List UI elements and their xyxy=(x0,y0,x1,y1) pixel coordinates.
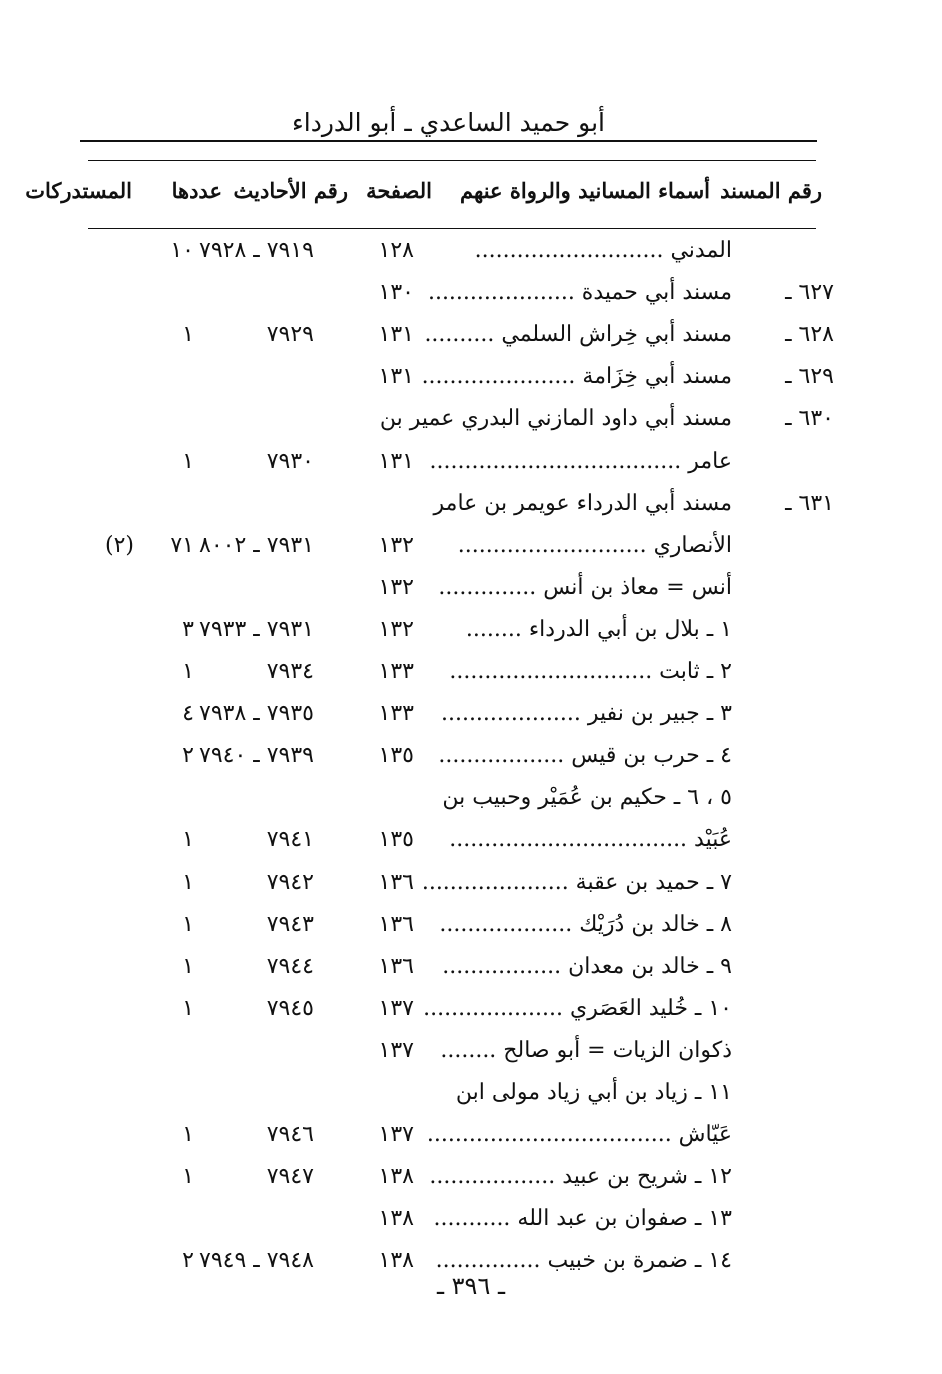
entry-name: ١ ـ بلال بن أبي الدرداء ........ xyxy=(465,617,732,642)
entry-count: ١ xyxy=(182,996,194,1021)
entry-name: ٩ ـ خالد بن معدان ................. xyxy=(442,954,732,979)
entry-hadith-range: ٧٩٣٠ xyxy=(266,449,314,474)
table-row xyxy=(0,659,942,699)
entry-name: مسند أبي خِزَامة ...................... xyxy=(421,364,732,389)
table-row xyxy=(0,785,942,825)
entry-name: ٥ ، ٦ ـ حكيم بن عُمَيْر وحبيب بن xyxy=(442,785,732,810)
entry-name: ٣ ـ جبير بن نفير .................... xyxy=(440,701,732,726)
entry-page: ١٣٨ xyxy=(378,1248,414,1273)
entry-page: ١٣٧ xyxy=(378,1038,414,1063)
entry-name: ٧ ـ حميد بن عقبة ..................... xyxy=(421,870,732,895)
column-header-num: رقم المسند xyxy=(720,178,822,203)
entry-name: أنس = معاذ بن أنس .............. xyxy=(438,575,732,600)
entry-count: ٤ xyxy=(182,701,194,726)
entry-hadith-range: ٧٩٤٨ ـ ٧٩٤٩ xyxy=(199,1248,314,1273)
entry-name: مسند أبي حميدة ..................... xyxy=(427,280,732,305)
entry-hadith-range: ٧٩٤٦ xyxy=(266,1122,314,1147)
entry-hadith-range: ٧٩٤٤ xyxy=(266,954,314,979)
entry-count: ١٠ xyxy=(170,238,194,263)
table-row xyxy=(0,364,942,404)
entry-count: ١ xyxy=(182,827,194,852)
entry-hadith-range: ٧٩٤٥ xyxy=(266,996,314,1021)
entry-name: المدني ........................... xyxy=(474,238,732,263)
entry-page: ١٣٢ xyxy=(378,533,414,558)
entry-page: ١٣٥ xyxy=(378,743,414,768)
entry-count: ١ xyxy=(182,870,194,895)
entry-mustadrakat: (٢) xyxy=(104,533,134,558)
table-row xyxy=(0,280,942,320)
entry-name: مسند أبي الدرداء عويمر بن عامر xyxy=(433,491,732,516)
entry-number: ٦٢٩ ـ xyxy=(785,364,834,389)
entry-page: ١٣٧ xyxy=(378,1122,414,1147)
entry-page: ١٣٣ xyxy=(378,659,414,684)
entry-page: ١٢٨ xyxy=(378,238,414,263)
table-row xyxy=(0,1164,942,1204)
entry-name: ١٣ ـ صفوان بن عبد الله ........... xyxy=(433,1206,732,1231)
entry-count: ١ xyxy=(182,659,194,684)
entry-hadith-range: ٧٩٤١ xyxy=(266,827,314,852)
entry-hadith-range: ٧٩٣٩ ـ ٧٩٤٠ xyxy=(199,743,314,768)
entry-count: ٣ xyxy=(182,617,194,642)
entry-hadith-range: ٧٩٣٥ ـ ٧٩٣٨ xyxy=(199,701,314,726)
entry-count: ١ xyxy=(182,1164,194,1189)
entry-page: ١٣٨ xyxy=(378,1164,414,1189)
column-header-rule xyxy=(88,228,816,229)
page-number: ـ ٣٩٦ ـ xyxy=(436,1272,505,1300)
table-row xyxy=(0,743,942,783)
entry-name: ١٢ ـ شريح بن عبيد .................. xyxy=(429,1164,732,1189)
entry-page: ١٣٦ xyxy=(378,912,414,937)
entry-count: ١ xyxy=(182,912,194,937)
entry-name: الأنصاري ........................... xyxy=(457,533,732,558)
entry-count: ١ xyxy=(182,1122,194,1147)
entry-hadith-range: ٧٩٣٤ xyxy=(266,659,314,684)
entry-number: ٦٢٧ ـ xyxy=(785,280,834,305)
table-row xyxy=(0,1080,942,1120)
entry-name: ٤ ـ حرب بن قيس .................. xyxy=(438,743,732,768)
entry-page: ١٣٦ xyxy=(378,954,414,979)
table-row xyxy=(0,954,942,994)
entry-name: عَيّاش ................................... xyxy=(426,1122,732,1147)
entry-page: ١٣٢ xyxy=(378,575,414,600)
entry-number: ٦٣١ ـ xyxy=(785,491,834,516)
table-row xyxy=(0,533,942,573)
entry-page: ١٣٧ xyxy=(378,996,414,1021)
table-row xyxy=(0,912,942,952)
column-header-page: الصفحة xyxy=(366,178,432,203)
running-head: أبو حميد الساعدي ـ أبو الدرداء xyxy=(292,108,605,137)
entry-name: ٢ ـ ثابت ............................. xyxy=(449,659,732,684)
entry-page: ١٣٠ xyxy=(378,280,414,305)
entry-hadith-range: ٧٩٣١ ـ ٧٩٣٣ xyxy=(199,617,314,642)
column-header-hadith: رقم الأحاديث xyxy=(233,178,348,203)
header-rule-thin xyxy=(88,160,816,161)
entry-hadith-range: ٧٩٢٩ xyxy=(266,322,314,347)
entry-page: ١٣٨ xyxy=(378,1206,414,1231)
entry-page: ١٣٦ xyxy=(378,870,414,895)
entry-name: ١٠ ـ خُليد العَصَري .................... xyxy=(423,996,732,1021)
entry-hadith-range: ٧٩٤٣ xyxy=(266,912,314,937)
table-row xyxy=(0,996,942,1036)
entry-count: ٧١ xyxy=(170,533,194,558)
column-header-names: أسماء المسانيد والرواة عنهم xyxy=(460,178,710,203)
table-row xyxy=(0,449,942,489)
entry-count: ١ xyxy=(182,449,194,474)
entry-name: مسند أبي خِراش السلمي .......... xyxy=(424,322,732,347)
table-row xyxy=(0,575,942,615)
entry-count: ٢ xyxy=(182,743,194,768)
column-header-count: عددها xyxy=(171,178,222,203)
entry-name: عُبَيْد .................................. xyxy=(449,827,732,852)
table-row xyxy=(0,491,942,531)
entry-page: ١٣١ xyxy=(378,322,414,347)
entry-number: ٦٣٠ ـ xyxy=(785,406,834,431)
entry-page: ١٣١ xyxy=(378,449,414,474)
table-row xyxy=(0,617,942,657)
table-row xyxy=(0,701,942,741)
header-rule-thick xyxy=(80,140,817,142)
table-row xyxy=(0,827,942,867)
entry-page: ١٣٣ xyxy=(378,701,414,726)
entry-name: ٨ ـ خالد بن دُرَيْك ................... xyxy=(439,912,732,937)
entry-count: ١ xyxy=(182,954,194,979)
entry-number: ٦٢٨ ـ xyxy=(785,322,834,347)
table-row xyxy=(0,238,942,278)
entry-page: ١٣٥ xyxy=(378,827,414,852)
table-row xyxy=(0,1038,942,1078)
entry-name: عامر .................................... xyxy=(429,449,732,474)
table-row xyxy=(0,870,942,910)
entry-hadith-range: ٧٩٤٧ xyxy=(266,1164,314,1189)
table-row xyxy=(0,1122,942,1162)
entry-name: ١١ ـ زياد بن أبي زياد مولى ابن xyxy=(455,1080,732,1105)
entry-page: ١٣٢ xyxy=(378,617,414,642)
entry-name: مسند أبي داود المازني البدري عمير بن xyxy=(379,406,732,431)
entry-count: ١ xyxy=(182,322,194,347)
table-row xyxy=(0,322,942,362)
entry-name: ذكوان الزيات = أبو صالح ........ xyxy=(440,1038,732,1063)
entry-hadith-range: ٧٩١٩ ـ ٧٩٢٨ xyxy=(199,238,314,263)
entry-name: ١٤ ـ ضمرة بن خبيب ............... xyxy=(435,1248,732,1273)
column-header-mustadrakat: المستدركات xyxy=(25,178,132,203)
entry-count: ٢ xyxy=(182,1248,194,1273)
table-row xyxy=(0,406,942,446)
entry-hadith-range: ٧٩٤٢ xyxy=(266,870,314,895)
entry-page: ١٣١ xyxy=(378,364,414,389)
entry-hadith-range: ٧٩٣١ ـ ٨٠٠٢ xyxy=(199,533,314,558)
table-row xyxy=(0,1206,942,1246)
